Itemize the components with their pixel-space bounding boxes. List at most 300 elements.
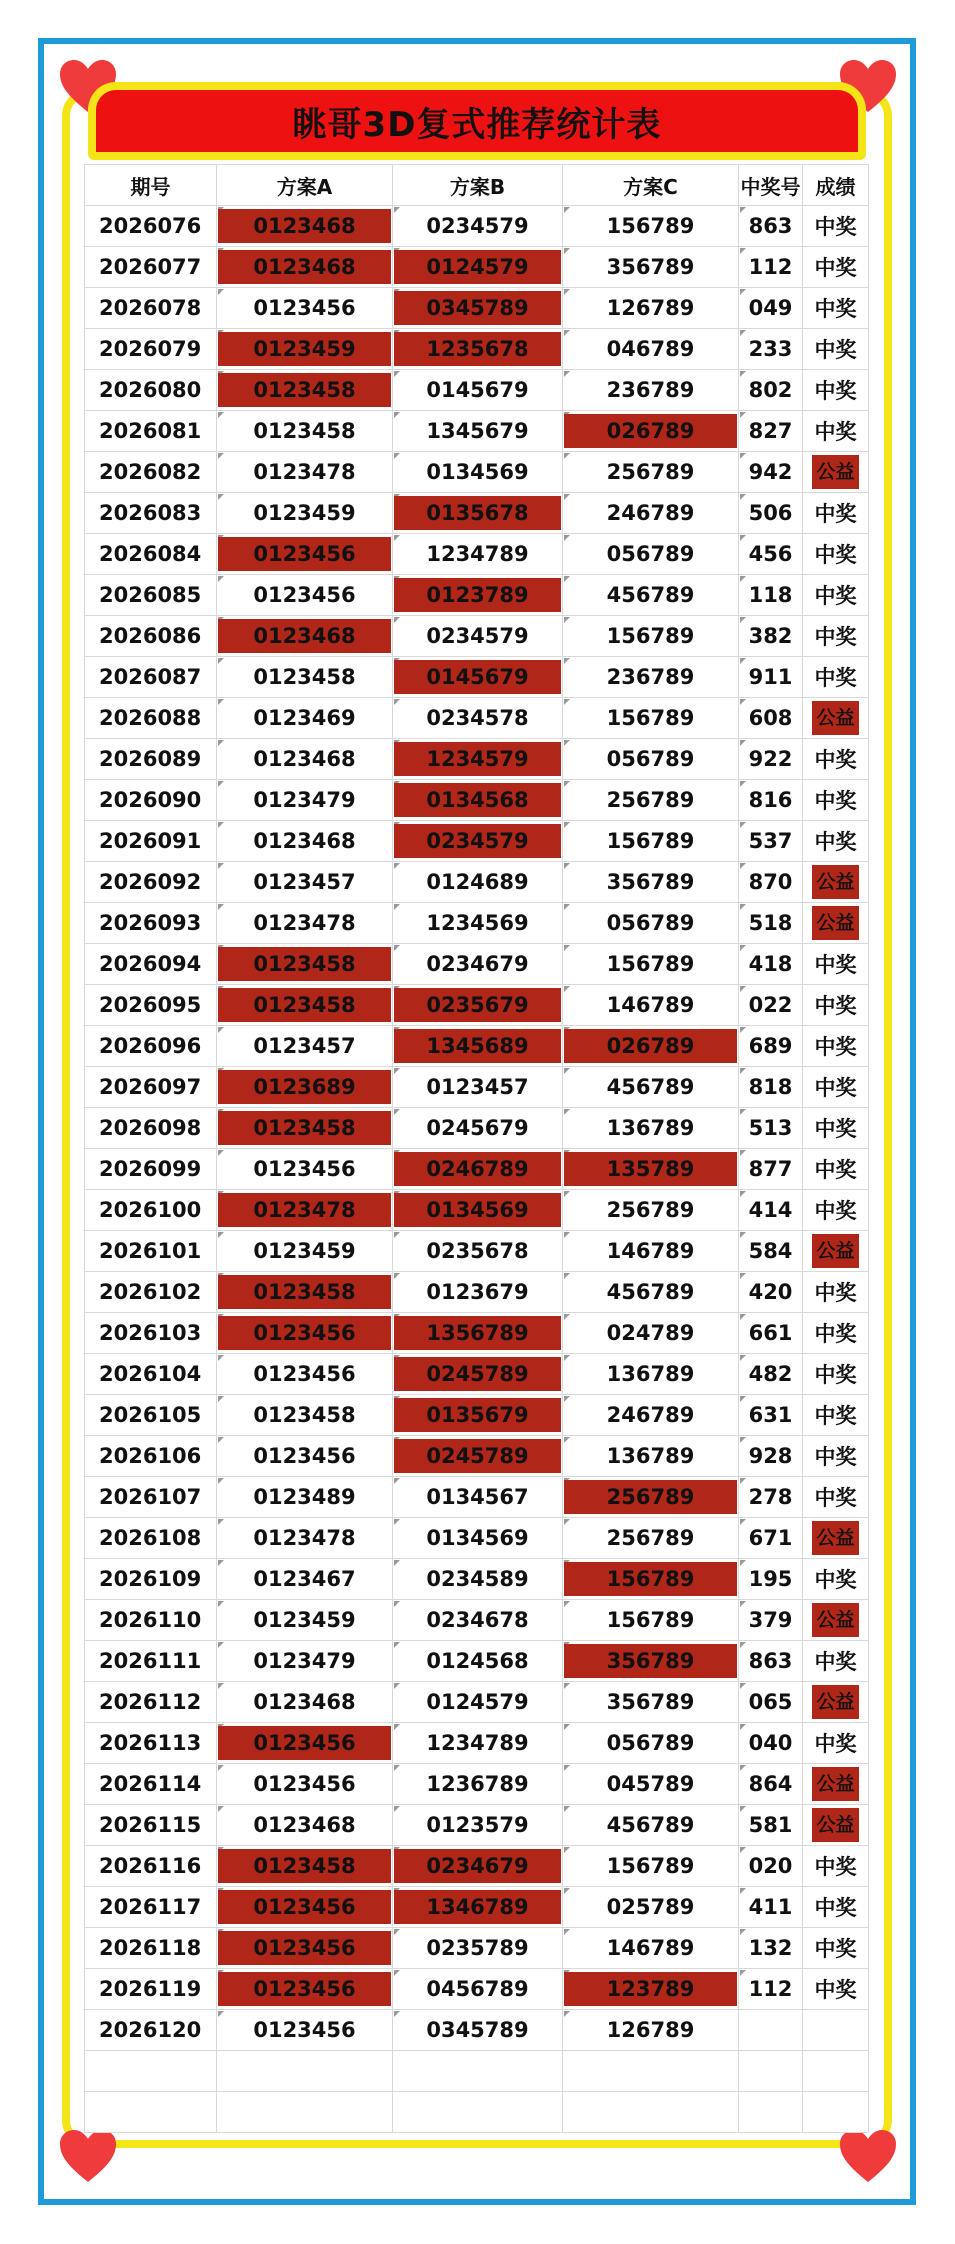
plan-a-cell — [217, 657, 393, 698]
winning-number-cell-text: 922 — [748, 747, 793, 771]
winning-number-cell-text: 414 — [748, 1198, 793, 1222]
plan-a-cell-text: 0123468 — [253, 1813, 356, 1837]
plan-c-cell — [563, 493, 739, 534]
period-cell-text: 2026103 — [99, 1321, 202, 1345]
plan-c-cell-text: 156789 — [606, 214, 695, 238]
result-cell — [803, 1149, 869, 1190]
result-cell-text: 中奖 — [814, 1035, 857, 1059]
table-row — [85, 780, 869, 821]
period-cell-text: 2026112 — [99, 1690, 202, 1714]
plan-c-cell-text: 126789 — [606, 296, 695, 320]
heart-icon — [58, 2128, 118, 2184]
period-cell-text: 2026095 — [99, 993, 202, 1017]
plan-a-cell — [217, 1600, 393, 1641]
result-badge: 公益 — [812, 701, 858, 735]
table-row — [85, 1477, 869, 1518]
plan-b-cell — [393, 862, 563, 903]
plan-b-cell-text: 0234589 — [426, 1567, 529, 1591]
winning-number-cell — [739, 288, 803, 329]
period-cell-text: 2026100 — [99, 1198, 202, 1222]
plan-b-cell-text: 0235789 — [426, 1936, 529, 1960]
result-cell — [803, 247, 869, 288]
plan-c-cell-text: 056789 — [606, 542, 695, 566]
result-cell-text: 中奖 — [814, 1158, 857, 1182]
plan-b-cell — [393, 288, 563, 329]
result-badge: 公益 — [812, 1521, 858, 1555]
table-row — [85, 1723, 869, 1764]
plan-b-cell — [393, 370, 563, 411]
plan-b-cell — [393, 1477, 563, 1518]
winning-number-cell — [739, 493, 803, 534]
period-cell-text: 2026088 — [99, 706, 202, 730]
plan-b-cell-text: 0234679 — [426, 952, 529, 976]
plan-a-cell-text: 0123456 — [253, 1936, 356, 1960]
result-cell-text: 中奖 — [814, 379, 857, 403]
plan-a-cell — [217, 1764, 393, 1805]
table-row — [85, 1559, 869, 1600]
stats-table-container — [84, 164, 868, 2132]
plan-c-cell — [563, 288, 739, 329]
result-cell-text: 中奖 — [814, 953, 857, 977]
winning-number-cell — [739, 1313, 803, 1354]
result-cell-text: 中奖 — [814, 1978, 857, 2002]
table-row — [85, 1395, 869, 1436]
plan-b-cell — [393, 329, 563, 370]
plan-b-cell-text: 0235679 — [426, 993, 529, 1017]
result-cell — [803, 1026, 869, 1067]
result-cell-text: 中奖 — [814, 338, 857, 362]
plan-c-cell-text: 256789 — [606, 1485, 695, 1509]
result-cell-text: 中奖 — [814, 1076, 857, 1100]
stats-table — [84, 164, 869, 2133]
winning-number-cell-text: 456 — [748, 542, 793, 566]
plan-b-cell-text: 1236789 — [426, 1772, 529, 1796]
period-cell — [85, 247, 217, 288]
plan-a-cell — [217, 1436, 393, 1477]
plan-b-cell — [393, 739, 563, 780]
plan-a-cell — [217, 1969, 393, 2010]
period-cell-text: 2026104 — [99, 1362, 202, 1386]
winning-number-cell-text: 581 — [748, 1813, 793, 1837]
period-cell-text: 2026114 — [99, 1772, 202, 1796]
plan-b-cell — [393, 1231, 563, 1272]
header-winning-number: 中奖号 — [739, 165, 803, 206]
plan-a-cell — [217, 862, 393, 903]
result-badge: 公益 — [812, 455, 858, 489]
period-cell — [85, 1477, 217, 1518]
period-cell — [85, 1559, 217, 1600]
winning-number-cell-text: 863 — [748, 1649, 793, 1673]
plan-b-cell — [393, 452, 563, 493]
result-cell — [803, 1436, 869, 1477]
period-cell — [85, 1190, 217, 1231]
period-cell-text: 2026084 — [99, 542, 202, 566]
plan-a-cell — [217, 247, 393, 288]
plan-c-cell-text: 236789 — [606, 665, 695, 689]
table-row — [85, 206, 869, 247]
result-cell — [803, 1969, 869, 2010]
plan-c-cell-text: 356789 — [606, 1649, 695, 1673]
period-cell-text: 2026101 — [99, 1239, 202, 1263]
period-cell-text: 2026098 — [99, 1116, 202, 1140]
plan-a-cell — [217, 1641, 393, 1682]
plan-a-cell — [217, 1354, 393, 1395]
plan-c-cell-text: 256789 — [606, 1526, 695, 1550]
table-row — [85, 1518, 869, 1559]
period-cell — [85, 1928, 217, 1969]
plan-c-cell — [563, 1395, 739, 1436]
result-badge: 公益 — [812, 1808, 858, 1842]
plan-b-cell-text: 0456789 — [426, 1977, 529, 2001]
table-row — [85, 1272, 869, 1313]
plan-b-cell-text: 0145679 — [426, 665, 529, 689]
table-row — [85, 698, 869, 739]
header-plan-c: 方案C — [563, 165, 739, 206]
plan-c-cell-text: 025789 — [606, 1895, 695, 1919]
winning-number-cell-text: 022 — [748, 993, 793, 1017]
table-row — [85, 288, 869, 329]
result-cell-text: 中奖 — [814, 256, 857, 280]
period-cell-text: 2026077 — [99, 255, 202, 279]
plan-a-cell-text: 0123458 — [253, 1116, 356, 1140]
period-cell — [85, 657, 217, 698]
winning-number-cell — [739, 1887, 803, 1928]
plan-c-cell — [563, 657, 739, 698]
winning-number-cell-text: 112 — [748, 255, 793, 279]
winning-number-cell — [739, 452, 803, 493]
plan-b-cell-text: 1234789 — [426, 1731, 529, 1755]
table-row — [85, 1108, 869, 1149]
plan-c-cell-text: 156789 — [606, 706, 695, 730]
plan-a-cell-text: 0123456 — [253, 1895, 356, 1919]
result-cell — [803, 903, 869, 944]
plan-c-cell — [563, 1149, 739, 1190]
plan-c-cell — [563, 903, 739, 944]
result-badge: 公益 — [812, 1234, 858, 1268]
table-row — [85, 1026, 869, 1067]
winning-number-cell — [739, 1067, 803, 1108]
winning-number-cell-text: 816 — [748, 788, 793, 812]
period-cell — [85, 534, 217, 575]
result-cell-text: 中奖 — [814, 215, 857, 239]
winning-number-cell-text: 382 — [748, 624, 793, 648]
plan-a-cell — [217, 1928, 393, 1969]
period-cell-text: 2026107 — [99, 1485, 202, 1509]
plan-b-cell — [393, 657, 563, 698]
plan-b-cell-text: 0123679 — [426, 1280, 529, 1304]
plan-b-cell-text: 0234579 — [426, 829, 529, 853]
winning-number-cell — [739, 1600, 803, 1641]
winning-number-cell — [739, 1805, 803, 1846]
period-cell — [85, 780, 217, 821]
result-badge: 公益 — [812, 1685, 858, 1719]
plan-b-cell — [393, 206, 563, 247]
result-cell-text: 中奖 — [814, 1568, 857, 1592]
period-cell — [85, 1682, 217, 1723]
winning-number-cell-text: 065 — [748, 1690, 793, 1714]
plan-c-cell-text: 126789 — [606, 2018, 695, 2042]
result-cell — [803, 1764, 869, 1805]
plan-c-cell-text: 356789 — [606, 870, 695, 894]
plan-a-cell-text: 0123456 — [253, 1444, 356, 1468]
period-cell-text: 2026079 — [99, 337, 202, 361]
result-cell — [803, 821, 869, 862]
plan-b-cell — [393, 411, 563, 452]
winning-number-cell-text: 863 — [748, 214, 793, 238]
period-cell-text: 2026116 — [99, 1854, 202, 1878]
result-cell — [803, 1067, 869, 1108]
plan-a-cell-text: 0123468 — [253, 214, 356, 238]
period-cell — [85, 1764, 217, 1805]
winning-number-cell-text: 233 — [748, 337, 793, 361]
plan-a-cell-text: 0123459 — [253, 337, 356, 361]
plan-a-cell — [217, 1518, 393, 1559]
plan-a-cell — [217, 616, 393, 657]
result-cell-text: 中奖 — [814, 543, 857, 567]
result-cell — [803, 1313, 869, 1354]
plan-c-cell-text: 024789 — [606, 1321, 695, 1345]
period-cell-text: 2026109 — [99, 1567, 202, 1591]
header-period: 期号 — [85, 165, 217, 206]
plan-a-cell — [217, 1846, 393, 1887]
plan-b-cell-text: 0134568 — [426, 788, 529, 812]
winning-number-cell — [739, 1190, 803, 1231]
plan-b-cell — [393, 698, 563, 739]
result-cell-text: 中奖 — [814, 1117, 857, 1141]
result-cell — [803, 288, 869, 329]
period-cell — [85, 1436, 217, 1477]
plan-b-cell-text: 0345789 — [426, 2018, 529, 2042]
period-cell-text: 2026120 — [99, 2018, 202, 2042]
result-cell — [803, 1108, 869, 1149]
plan-a-cell — [217, 370, 393, 411]
result-cell — [803, 985, 869, 1026]
header-result: 成绩 — [803, 165, 869, 206]
table-row — [85, 821, 869, 862]
result-cell — [803, 616, 869, 657]
plan-c-cell — [563, 780, 739, 821]
result-cell-text: 中奖 — [814, 1650, 857, 1674]
period-cell — [85, 1723, 217, 1764]
plan-b-cell — [393, 780, 563, 821]
plan-b-cell — [393, 616, 563, 657]
table-row — [85, 493, 869, 534]
plan-a-cell-text: 0123456 — [253, 1977, 356, 2001]
winning-number-cell — [739, 1436, 803, 1477]
winning-number-cell — [739, 1559, 803, 1600]
plan-c-cell-text: 146789 — [606, 1239, 695, 1263]
result-cell — [803, 1518, 869, 1559]
winning-number-cell-text: 911 — [748, 665, 793, 689]
empty-row — [85, 2092, 869, 2133]
plan-a-cell — [217, 1067, 393, 1108]
plan-a-cell-text: 0123458 — [253, 419, 356, 443]
winning-number-cell-text: 928 — [748, 1444, 793, 1468]
plan-a-cell — [217, 1272, 393, 1313]
plan-a-cell-text: 0123479 — [253, 788, 356, 812]
plan-a-cell-text: 0123459 — [253, 1608, 356, 1632]
winning-number-cell-text: 506 — [748, 501, 793, 525]
table-row — [85, 452, 869, 493]
winning-number-cell — [739, 1928, 803, 1969]
table-row — [85, 985, 869, 1026]
plan-c-cell-text: 146789 — [606, 993, 695, 1017]
header-row — [85, 165, 869, 206]
plan-c-cell-text: 136789 — [606, 1444, 695, 1468]
plan-c-cell-text: 246789 — [606, 501, 695, 525]
result-cell — [803, 1928, 869, 1969]
period-cell-text: 2026094 — [99, 952, 202, 976]
winning-number-cell-text: 827 — [748, 419, 793, 443]
winning-number-cell — [739, 2010, 803, 2051]
plan-c-cell-text: 156789 — [606, 624, 695, 648]
winning-number-cell — [739, 206, 803, 247]
plan-b-cell-text: 0134569 — [426, 1198, 529, 1222]
winning-number-cell — [739, 903, 803, 944]
result-cell-text: 中奖 — [814, 420, 857, 444]
plan-c-cell — [563, 2010, 739, 2051]
period-cell-text: 2026110 — [99, 1608, 202, 1632]
plan-c-cell — [563, 206, 739, 247]
period-cell — [85, 329, 217, 370]
plan-c-cell — [563, 821, 739, 862]
period-cell-text: 2026083 — [99, 501, 202, 525]
table-row — [85, 1190, 869, 1231]
table-row — [85, 247, 869, 288]
plan-b-cell-text: 0135678 — [426, 501, 529, 525]
plan-a-cell-text: 0123478 — [253, 1198, 356, 1222]
plan-a-cell — [217, 575, 393, 616]
plan-b-cell-text: 0245789 — [426, 1444, 529, 1468]
page-title: 眺哥3D复式推荐统计表 — [292, 104, 662, 145]
period-cell — [85, 698, 217, 739]
plan-b-cell — [393, 821, 563, 862]
plan-c-cell-text: 056789 — [606, 911, 695, 935]
period-cell — [85, 944, 217, 985]
winning-number-cell — [739, 944, 803, 985]
plan-c-cell-text: 045789 — [606, 1772, 695, 1796]
plan-a-cell — [217, 1231, 393, 1272]
period-cell-text: 2026099 — [99, 1157, 202, 1181]
plan-c-cell-text: 136789 — [606, 1116, 695, 1140]
plan-a-cell — [217, 1477, 393, 1518]
plan-b-cell-text: 0246789 — [426, 1157, 529, 1181]
table-row — [85, 616, 869, 657]
result-cell — [803, 1600, 869, 1641]
result-cell — [803, 1231, 869, 1272]
plan-a-cell — [217, 1887, 393, 1928]
period-cell — [85, 1067, 217, 1108]
winning-number-cell-text: 195 — [748, 1567, 793, 1591]
result-cell — [803, 698, 869, 739]
result-cell — [803, 944, 869, 985]
plan-b-cell — [393, 1518, 563, 1559]
winning-number-cell-text: 132 — [748, 1936, 793, 1960]
plan-a-cell — [217, 1559, 393, 1600]
plan-c-cell — [563, 1108, 739, 1149]
plan-b-cell-text: 0245679 — [426, 1116, 529, 1140]
plan-b-cell-text: 0234579 — [426, 624, 529, 648]
period-cell-text: 2026078 — [99, 296, 202, 320]
plan-b-cell-text: 0234579 — [426, 214, 529, 238]
table-row — [85, 1928, 869, 1969]
plan-c-cell — [563, 247, 739, 288]
table-row — [85, 1887, 869, 1928]
plan-c-cell-text: 056789 — [606, 747, 695, 771]
winning-number-cell-text: 818 — [748, 1075, 793, 1099]
period-cell — [85, 1231, 217, 1272]
plan-a-cell-text: 0123457 — [253, 870, 356, 894]
period-cell-text: 2026105 — [99, 1403, 202, 1427]
plan-c-cell-text: 156789 — [606, 1567, 695, 1591]
plan-c-cell — [563, 1272, 739, 1313]
plan-a-cell — [217, 739, 393, 780]
plan-a-cell-text: 0123489 — [253, 1485, 356, 1509]
plan-c-cell — [563, 739, 739, 780]
table-row — [85, 329, 869, 370]
plan-c-cell-text: 256789 — [606, 788, 695, 812]
plan-b-cell-text: 0124579 — [426, 255, 529, 279]
plan-c-cell — [563, 1559, 739, 1600]
plan-a-cell — [217, 1682, 393, 1723]
result-cell — [803, 1846, 869, 1887]
winning-number-cell — [739, 1108, 803, 1149]
result-cell — [803, 1477, 869, 1518]
plan-a-cell — [217, 1395, 393, 1436]
period-cell — [85, 575, 217, 616]
result-cell-text: 中奖 — [814, 1732, 857, 1756]
period-cell — [85, 370, 217, 411]
winning-number-cell-text: 942 — [748, 460, 793, 484]
plan-a-cell-text: 0123468 — [253, 829, 356, 853]
winning-number-cell — [739, 780, 803, 821]
result-cell — [803, 452, 869, 493]
table-row — [85, 534, 869, 575]
plan-c-cell-text: 356789 — [606, 255, 695, 279]
result-cell — [803, 370, 869, 411]
winning-number-cell-text: 689 — [748, 1034, 793, 1058]
plan-a-cell — [217, 903, 393, 944]
plan-b-cell-text: 0145679 — [426, 378, 529, 402]
plan-a-cell — [217, 1149, 393, 1190]
plan-c-cell — [563, 411, 739, 452]
plan-c-cell — [563, 1436, 739, 1477]
result-cell-text: 中奖 — [814, 1363, 857, 1387]
plan-b-cell — [393, 1436, 563, 1477]
winning-number-cell-text: 864 — [748, 1772, 793, 1796]
plan-c-cell — [563, 1887, 739, 1928]
winning-number-cell — [739, 1477, 803, 1518]
winning-number-cell-text: 870 — [748, 870, 793, 894]
result-cell — [803, 862, 869, 903]
plan-c-cell — [563, 1846, 739, 1887]
period-cell — [85, 1600, 217, 1641]
winning-number-cell — [739, 1026, 803, 1067]
plan-b-cell — [393, 1026, 563, 1067]
table-row — [85, 657, 869, 698]
result-cell-text: 中奖 — [814, 1199, 857, 1223]
period-cell — [85, 985, 217, 1026]
result-cell-text: 中奖 — [814, 830, 857, 854]
plan-a-cell — [217, 534, 393, 575]
period-cell-text: 2026091 — [99, 829, 202, 853]
period-cell-text: 2026117 — [99, 1895, 202, 1919]
plan-c-cell-text: 156789 — [606, 829, 695, 853]
plan-a-cell — [217, 944, 393, 985]
result-badge: 公益 — [812, 1603, 858, 1637]
period-cell-text: 2026108 — [99, 1526, 202, 1550]
plan-a-cell — [217, 985, 393, 1026]
